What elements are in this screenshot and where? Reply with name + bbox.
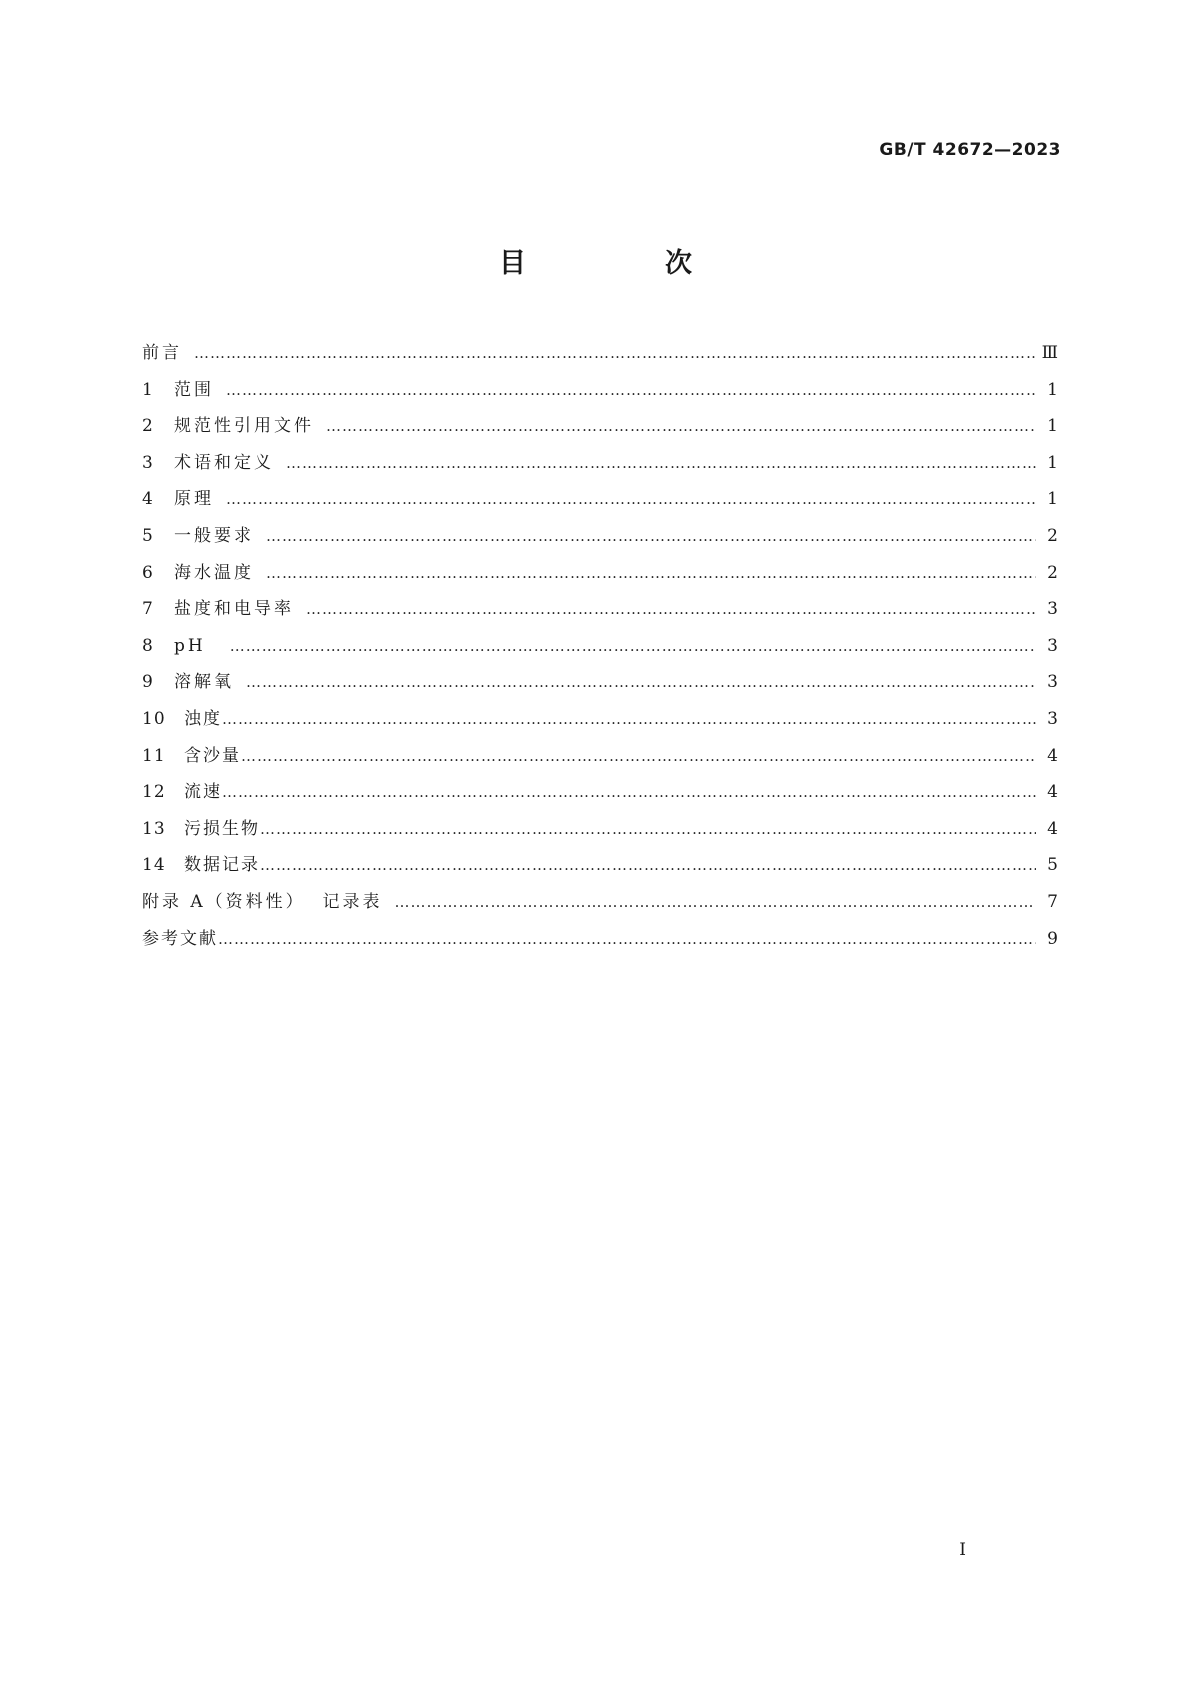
toc-entry-number: 2 xyxy=(142,416,154,437)
toc-leader-dots xyxy=(266,561,1036,585)
toc-entry-label: 浊度 xyxy=(184,708,222,729)
toc-entry[interactable] xyxy=(142,707,1058,744)
toc-entry[interactable] xyxy=(142,780,1058,817)
toc-entry-page: 2 xyxy=(1047,562,1058,583)
toc-entry-page: Ⅲ xyxy=(1041,343,1058,363)
toc-entry-page: 3 xyxy=(1047,635,1058,656)
toc-entry-label: 附录 A（资料性） 记录表 xyxy=(142,891,383,912)
toc-entry-page: 4 xyxy=(1047,745,1058,766)
toc-entry[interactable] xyxy=(142,487,1058,524)
toc-entry[interactable] xyxy=(142,853,1058,890)
toc-entry-label: 盐度和电导率 xyxy=(174,599,294,620)
toc-leader-dots xyxy=(194,341,1036,365)
toc-entry-label: 一般要求 xyxy=(174,525,254,546)
toc-entry-page: 2 xyxy=(1047,525,1058,546)
toc-leader-dots xyxy=(226,487,1036,511)
toc-entry-label: 原理 xyxy=(174,489,214,510)
toc-entry[interactable] xyxy=(142,561,1058,598)
toc-leader-dots xyxy=(226,378,1036,402)
toc-entry-number: 4 xyxy=(142,489,154,510)
toc-entry-label: 范围 xyxy=(174,379,214,400)
toc-entry-page: 1 xyxy=(1047,489,1058,510)
toc-title: 目 次 xyxy=(499,248,748,279)
toc-leader-dots xyxy=(260,853,1036,877)
toc-leader-dots xyxy=(222,780,1036,804)
toc-entry-label: 流速 xyxy=(184,782,222,803)
toc-entry-page: 3 xyxy=(1047,708,1058,729)
toc-entry[interactable] xyxy=(142,414,1058,451)
toc-leader-dots xyxy=(286,451,1036,475)
toc-leader-dots xyxy=(326,414,1036,438)
toc-leader-dots xyxy=(266,524,1036,548)
toc-entry-number: 6 xyxy=(142,562,154,583)
toc-entry-number: 13 xyxy=(142,818,166,839)
toc-entry-number: 7 xyxy=(142,599,154,620)
toc-entry-label: pH xyxy=(174,635,206,656)
toc-leader-dots xyxy=(306,597,1036,621)
toc-entry-number: 12 xyxy=(142,782,166,803)
toc-entry-label: 含沙量 xyxy=(184,745,241,766)
toc-entry-number: 3 xyxy=(142,452,154,473)
toc-entry-page: 1 xyxy=(1047,452,1058,473)
toc-entry-page: 1 xyxy=(1047,416,1058,437)
toc-entry-label: 污损生物 xyxy=(184,818,260,839)
toc-entry-label: 数据记录 xyxy=(184,855,260,876)
toc-entry[interactable] xyxy=(142,451,1058,488)
toc-leader-dots xyxy=(241,744,1036,768)
toc-entry-number: 1 xyxy=(142,379,154,400)
toc-entry-number: 14 xyxy=(142,855,166,876)
toc-entry-label: 前言 xyxy=(142,343,182,363)
toc-entry-page: 3 xyxy=(1047,672,1058,693)
page-number: I xyxy=(959,1540,966,1560)
toc-entry-page: 4 xyxy=(1047,782,1058,803)
toc-entry-number: 9 xyxy=(142,672,154,693)
toc-entry-label: 海水温度 xyxy=(174,562,254,583)
table-of-contents xyxy=(142,341,1058,963)
toc-entry-label: 参考文献 xyxy=(142,928,218,949)
toc-entry-number: 5 xyxy=(142,525,154,546)
toc-entry-page: 1 xyxy=(1047,379,1058,400)
toc-entry-label: 术语和定义 xyxy=(174,452,274,473)
toc-entry-page: 5 xyxy=(1047,855,1058,876)
toc-entry-page: 7 xyxy=(1047,891,1058,912)
toc-entry-label: 规范性引用文件 xyxy=(174,416,314,437)
toc-leader-dots xyxy=(222,707,1036,731)
toc-leader-dots xyxy=(260,817,1036,841)
toc-entry-page: 9 xyxy=(1047,928,1058,949)
toc-leader-dots xyxy=(395,890,1037,914)
toc-entry[interactable] xyxy=(142,524,1058,561)
toc-entry-label: 溶解氧 xyxy=(174,672,234,693)
toc-entry-number: 8 xyxy=(142,635,154,656)
toc-entry-page: 4 xyxy=(1047,818,1058,839)
toc-leader-dots xyxy=(246,670,1036,694)
toc-leader-dots xyxy=(218,927,1036,951)
toc-entry-number: 10 xyxy=(142,708,166,729)
toc-leader-dots xyxy=(230,634,1036,658)
toc-entry[interactable] xyxy=(142,744,1058,781)
standard-code: GB/T 42672—2023 xyxy=(879,140,1061,160)
toc-entry[interactable] xyxy=(142,341,1058,378)
toc-entry[interactable] xyxy=(142,890,1058,927)
toc-entry-page: 3 xyxy=(1047,599,1058,620)
toc-entry[interactable] xyxy=(142,670,1058,707)
toc-entry[interactable] xyxy=(142,927,1058,964)
toc-entry[interactable] xyxy=(142,597,1058,634)
toc-entry[interactable] xyxy=(142,817,1058,854)
toc-entry[interactable] xyxy=(142,378,1058,415)
toc-entry-number: 11 xyxy=(142,745,166,766)
toc-entry[interactable] xyxy=(142,634,1058,671)
